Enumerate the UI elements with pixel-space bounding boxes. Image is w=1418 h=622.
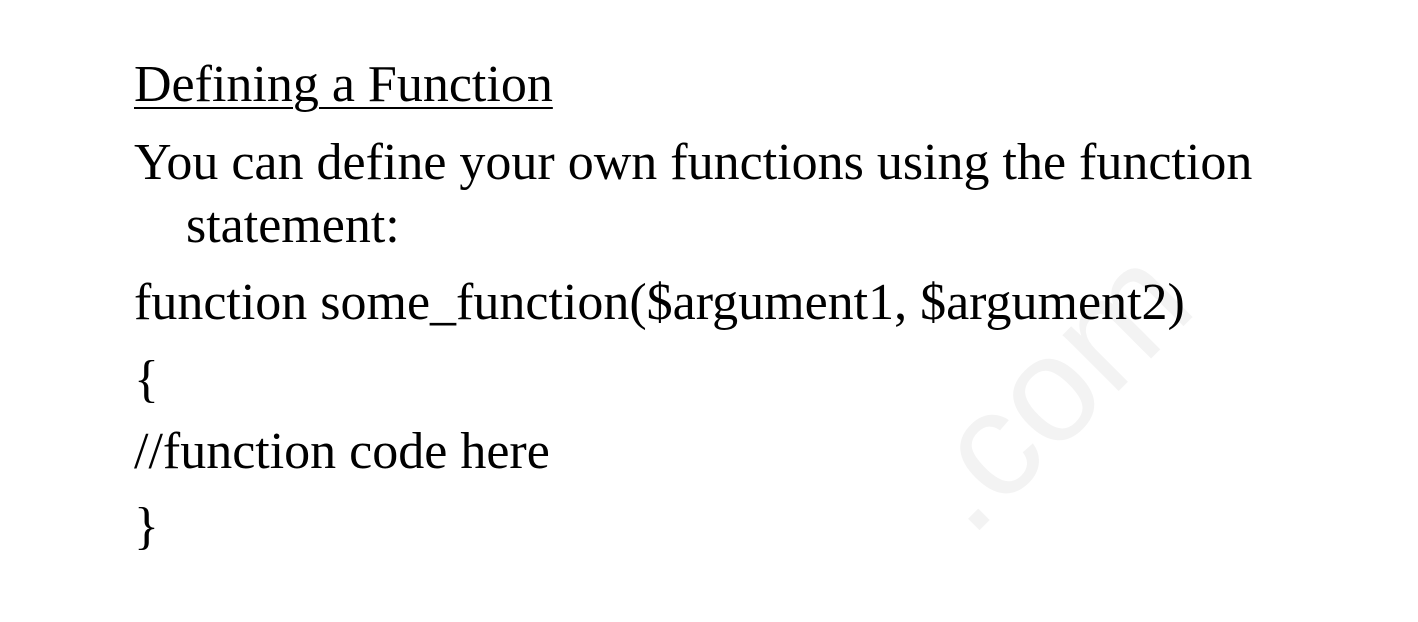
- intro-text-line-1: You can define your own functions using the function: [134, 134, 1253, 191]
- code-line-close-brace: }: [134, 498, 159, 555]
- code-line-comment: //function code here: [134, 423, 550, 480]
- code-line-signature: function some_function($argument1, $argument2): [134, 274, 1185, 331]
- intro-text-line-2: statement:: [186, 197, 400, 254]
- code-line-open-brace: {: [134, 351, 159, 408]
- slide-heading: Defining a Function: [134, 56, 553, 113]
- watermark: .com: [873, 213, 1223, 563]
